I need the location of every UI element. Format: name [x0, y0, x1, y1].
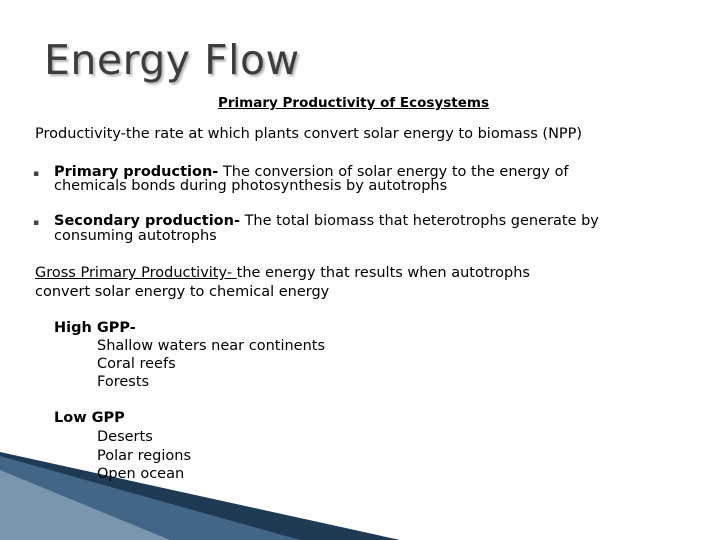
bullet-1-text: The conversion of solar energy to the energy of: [218, 164, 569, 180]
gpp-term: Gross Primary Productivity-: [35, 265, 237, 281]
bullet-marker: ▪: [33, 169, 40, 179]
low-gpp-item: Open ocean: [97, 466, 185, 482]
low-gpp-item: Polar regions: [97, 448, 191, 464]
bullet-1-term: Primary production-: [54, 164, 219, 180]
high-gpp-item: Forests: [97, 374, 150, 390]
high-gpp-item: Coral reefs: [97, 356, 176, 372]
bullet-2-term: Secondary production-: [54, 213, 240, 229]
definition-text: Productivity-the rate at which plants convert solar energy to biomass (NPP): [35, 126, 583, 142]
bullet-1-line-2: chemicals bonds during photosynthesis by autotrophs: [54, 178, 448, 194]
bullet-2-line-2: consuming autotrophs: [54, 228, 217, 244]
low-gpp-item: Deserts: [97, 429, 153, 445]
gpp-line-2: convert solar energy to chemical energy: [35, 284, 330, 300]
gpp-line-1: [35, 265, 530, 282]
bullet-marker: ▪: [33, 218, 40, 228]
low-gpp-heading: Low GPP: [54, 410, 125, 426]
high-gpp-item: Shallow waters near continents: [97, 338, 326, 354]
gpp-text: the energy that results when autotrophs: [236, 265, 530, 281]
bullet-2-text: The total biomass that heterotrophs generate by: [239, 213, 599, 229]
slide-subtitle: Primary Productivity of Ecosystems: [218, 95, 490, 111]
slide-title: Energy Flow: [44, 36, 300, 84]
high-gpp-heading: High GPP-: [54, 320, 136, 336]
